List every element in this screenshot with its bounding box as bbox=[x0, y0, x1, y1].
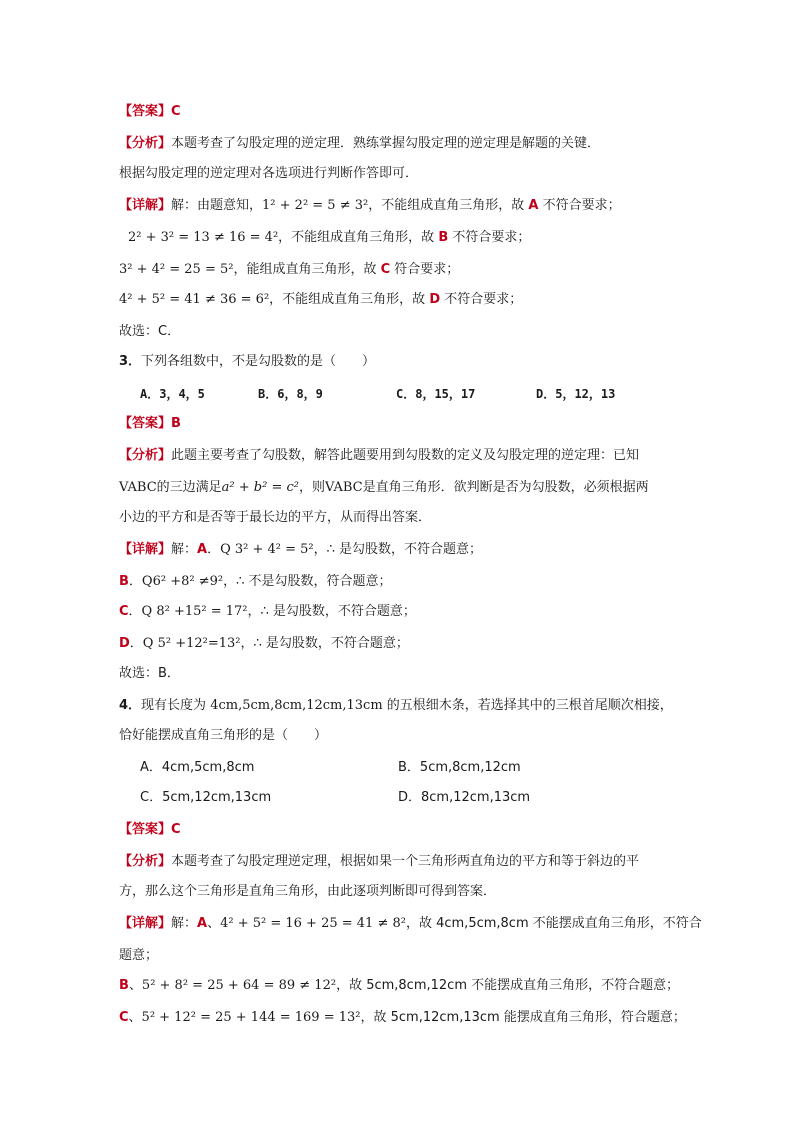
math-expr: 4² + 5² = 41 ≠ 36 = 6² bbox=[119, 292, 270, 307]
option-b: B．6，8，9 bbox=[258, 387, 323, 401]
analysis-text: 是直角三角形．欲判断是否为勾股数，必须根据两 bbox=[362, 480, 649, 495]
option-letter: C bbox=[119, 604, 129, 619]
analysis-line bbox=[119, 134, 600, 154]
analysis-text: 本题考查了勾股定理的逆定理．熟练掌握勾股定理的逆定理是解题的关键． bbox=[171, 136, 601, 151]
answer-value: B bbox=[171, 416, 181, 431]
option-d: D．5，12，13 bbox=[536, 387, 616, 401]
question-number: 3． bbox=[119, 354, 142, 369]
option-letter: D bbox=[119, 636, 130, 651]
detail-line bbox=[119, 976, 679, 996]
question-text: 现有长度为 bbox=[141, 698, 211, 713]
detail-line bbox=[119, 602, 416, 622]
math-expr: 、5² + 8² = 25 + 64 = 89 ≠ 12² bbox=[128, 978, 337, 993]
detail-tag: 【详解】 bbox=[119, 198, 172, 213]
option-letter: C bbox=[380, 262, 391, 277]
detail-pre: 解：由题意知， bbox=[171, 198, 263, 213]
answer-line bbox=[119, 414, 181, 434]
math-expr: 4cm,5cm,8cm,12cm,13cm bbox=[210, 698, 383, 713]
answer-value: C bbox=[171, 822, 181, 837]
question-4 bbox=[119, 696, 673, 716]
option-letter: C bbox=[119, 1010, 129, 1025]
question-3 bbox=[119, 352, 375, 372]
detail-text: ，故 4cm,5cm,8cm 不能摆成直角三角形，不符合 bbox=[405, 916, 702, 931]
detail-line bbox=[119, 260, 459, 280]
option-letter: B bbox=[119, 978, 129, 993]
analysis-text: 本题考查了勾股定理逆定理，根据如果一个三角形两直角边的平方和等于斜边的平 bbox=[171, 854, 640, 869]
detail-text: 不符合要求； bbox=[538, 198, 621, 213]
option-letter: A bbox=[197, 542, 208, 557]
question-number: 4． bbox=[119, 698, 142, 713]
answer-tag: 【答案】 bbox=[119, 822, 172, 837]
analysis-text: 的三边满足 bbox=[156, 480, 222, 495]
answer-line bbox=[119, 102, 181, 122]
analysis-tag: 【分析】 bbox=[119, 448, 172, 463]
option-a: A．4cm,5cm,8cm bbox=[140, 760, 255, 775]
math-expr: 1² + 2² = 5 ≠ 3² bbox=[262, 198, 369, 213]
analysis-tag: 【分析】 bbox=[119, 136, 172, 151]
detail-text: ，∴ 是勾股数，不符合题意； bbox=[247, 604, 416, 619]
option-letter: B bbox=[438, 230, 449, 245]
question-text: 的五根细木条，若选择其中的三根首尾顺次相接， bbox=[382, 698, 673, 713]
math-expr: ．Q 3² + 4² = 5² bbox=[207, 542, 314, 557]
analysis-text-2: 方，那么这个三角形是直角三角形，由此逐项判断即可得到答案． bbox=[119, 884, 497, 899]
detail-text-continued: 题意； bbox=[119, 948, 159, 963]
detail-tag: 【详解】 bbox=[119, 916, 172, 931]
math-expr: VABC bbox=[324, 480, 363, 495]
detail-text: ，∴ 是勾股数，不符合题意； bbox=[313, 542, 483, 557]
detail-pre: 解： bbox=[171, 542, 198, 557]
answer-line bbox=[119, 820, 181, 840]
math-expr: 、4² + 5² = 16 + 25 = 41 ≠ 8² bbox=[207, 916, 406, 931]
option-letter: A bbox=[528, 198, 539, 213]
option-letter: B bbox=[119, 574, 129, 589]
analysis-text: 此题主要考查了勾股数，解答此题要用到勾股数的定义及勾股定理的逆定理：已知 bbox=[171, 448, 640, 463]
option-letter: A bbox=[197, 916, 208, 931]
analysis-line bbox=[119, 446, 639, 466]
detail-line bbox=[119, 540, 482, 560]
option-letter: D bbox=[429, 292, 441, 307]
option-c: C．5cm,12cm,13cm bbox=[140, 790, 272, 805]
answer-tag: 【答案】 bbox=[119, 104, 172, 119]
detail-text: ，不能组成直角三角形，故 bbox=[269, 292, 430, 307]
detail-text: ，故 5cm,8cm,12cm 不能摆成直角三角形，不符合题意； bbox=[336, 978, 680, 993]
detail-line bbox=[119, 290, 522, 310]
detail-text: ，不能组成直角三角形，故 bbox=[278, 230, 439, 245]
option-a: A．3，4，5 bbox=[140, 387, 205, 401]
math-expr: ．Q 5² +12²=13² bbox=[129, 636, 241, 651]
answer-tag: 【答案】 bbox=[119, 416, 172, 431]
analysis-line bbox=[119, 852, 639, 872]
detail-pre: 解： bbox=[171, 916, 198, 931]
math-expr: 3² + 4² = 25 = 5² bbox=[119, 262, 234, 277]
option-c: C．8，15，17 bbox=[396, 387, 476, 401]
option-d: D．8cm,12cm,13cm bbox=[398, 790, 531, 805]
analysis-text-3: 小边的平方和是否等于最长边的平方，从而得出答案． bbox=[119, 510, 432, 525]
question-text: 下列各组数中，不是勾股数的是（ ） bbox=[141, 354, 376, 369]
conclusion-line: 故选：B． bbox=[119, 666, 180, 681]
detail-text: ，∴ 是勾股数，不符合题意； bbox=[240, 636, 409, 651]
detail-text: 不符合要求； bbox=[440, 292, 523, 307]
conclusion-line: 故选：C． bbox=[119, 324, 181, 339]
detail-text: 不符合要求； bbox=[448, 230, 531, 245]
detail-line bbox=[119, 572, 391, 592]
math-expr: ．Q 8² +15² = 17² bbox=[128, 604, 248, 619]
question-4-line-2: 恰好能摆成直角三角形的是（ ） bbox=[119, 728, 328, 743]
detail-line bbox=[119, 914, 702, 934]
detail-text: ，能组成直角三角形，故 bbox=[233, 262, 381, 277]
detail-tag: 【详解】 bbox=[119, 542, 172, 557]
math-expr: a² + b² = c² bbox=[221, 480, 299, 495]
analysis-text: ，则 bbox=[298, 480, 325, 495]
analysis-tag: 【分析】 bbox=[119, 854, 172, 869]
math-expr: 、5² + 12² = 25 + 144 = 169 = 13² bbox=[128, 1010, 361, 1025]
detail-line bbox=[119, 634, 409, 654]
math-expr: ．Q6² +8² ≠9² bbox=[128, 574, 224, 589]
detail-text: 符合要求； bbox=[390, 262, 460, 277]
answer-value: C bbox=[171, 104, 181, 119]
analysis-line-2 bbox=[119, 478, 649, 498]
analysis-text-2: 根据勾股定理的逆定理对各选项进行判断作答即可． bbox=[119, 166, 419, 181]
detail-line bbox=[128, 228, 530, 248]
math-expr: VABC bbox=[119, 480, 157, 495]
detail-line bbox=[119, 1008, 686, 1028]
detail-text: ，∴ 不是勾股数，符合题意； bbox=[223, 574, 392, 589]
math-expr: 2² + 3² = 13 ≠ 16 = 4² bbox=[128, 230, 279, 245]
detail-line bbox=[119, 196, 621, 216]
option-b: B．5cm,8cm,12cm bbox=[398, 760, 521, 775]
detail-text: ，故 5cm,12cm,13cm 能摆成直角三角形，符合题意； bbox=[360, 1010, 686, 1025]
detail-text: ，不能组成直角三角形，故 bbox=[368, 198, 529, 213]
